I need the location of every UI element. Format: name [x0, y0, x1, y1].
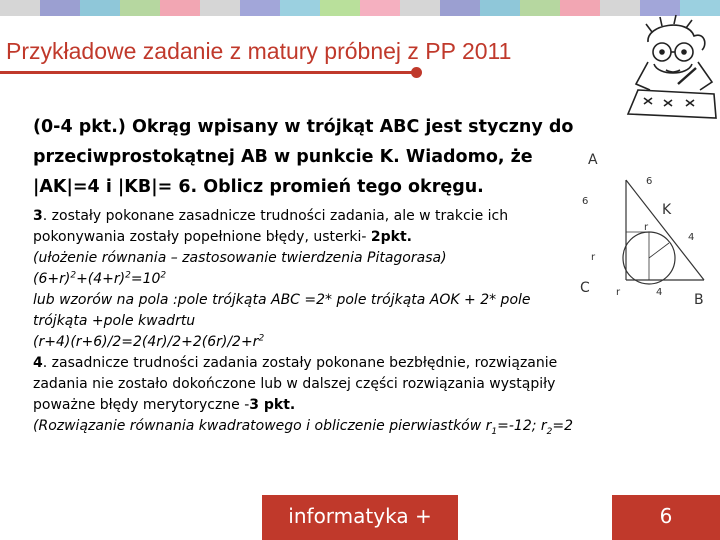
top-bar-segment [520, 0, 560, 16]
slide-title: Przykładowe zadanie z matury próbnej z PP 2011 [6, 38, 512, 64]
radius-r-label: r [644, 222, 649, 233]
vertex-c-label: C [580, 280, 590, 296]
left-r-label: r [591, 252, 596, 263]
top-bar-segment [320, 0, 360, 16]
top-bar-segment [560, 0, 600, 16]
top-bar-segment [360, 0, 400, 16]
problem-statement [33, 112, 593, 202]
student-cartoon-icon [618, 14, 720, 124]
radius-to-k [649, 243, 669, 258]
hyp-4-label: 4 [688, 232, 695, 243]
point-k-label: K [662, 202, 672, 218]
bottom-r-label: r [616, 287, 621, 298]
top-bar-segment [480, 0, 520, 16]
title-underline [0, 71, 416, 74]
top-bar-segment [0, 0, 40, 16]
criterion-3-points: 2pkt. [370, 229, 412, 245]
criterion-3-note: (ułożenie równania – zastosowanie twierdzenia Pitagorasa) [33, 250, 447, 266]
criterion-4-note: (Rozwiązanie równania kwadratowego i obliczenie pierwiastków $r_1=-12$; $r_2=2$ [33, 418, 574, 437]
hypotenuse-ab [626, 180, 704, 280]
top-bar-segment [240, 0, 280, 16]
hyp-6-label: 6 [646, 176, 653, 187]
triangle-diagram [574, 140, 714, 310]
problem-line-2: przeciwprostokątnej AB w punkcie K. Wiadomo, że [33, 147, 533, 167]
criterion-4-line-1: 4. zasadnicze trudności zadania zostały pokonane bezbłędnie, rozwiązanie [33, 355, 558, 371]
criterion-4-points: 3 pkt. [249, 397, 296, 413]
alternative-line-2: trójkąta +pole kwadrtu [33, 313, 196, 329]
footer-course-label: informatyka + [262, 495, 458, 540]
equation-areas: $(r+4)(r+6)/2=2(4r)/2+2(6r)/2+r^2$ [33, 333, 265, 350]
criterion-3-line-2: pokonywania zostały popełnione błędy, usterki- 2pkt. [33, 229, 412, 245]
top-bar-segment [400, 0, 440, 16]
top-bar-segment [200, 0, 240, 16]
page-number: 6 [612, 495, 720, 540]
bottom-4-label: 4 [656, 287, 663, 298]
top-bar-segment [160, 0, 200, 16]
problem-line-1: (0-4 pkt.) Okrąg wpisany w trójkąt ABC jest styczny do [33, 117, 574, 137]
top-bar-segment [440, 0, 480, 16]
criterion-4-line-3: poważne błędy merytoryczne -3 pkt. [33, 397, 296, 413]
vertex-b-label: B [694, 292, 704, 308]
alternative-line-1: lub wzorów na pola :pole trójkąta ABC =2* pole trójkąta AOK + 2* pole [33, 292, 531, 308]
top-bar-segment [120, 0, 160, 16]
problem-line-3: |AK|=4 i |KB|= 6. Oblicz promień tego okręgu. [33, 177, 484, 197]
equation-pythagoras: $(6+r)^2+(4+r)^2=10^2$ [33, 270, 167, 287]
criterion-4-line-2: zadania nie zostało dokończone lub w dalszej części rozwiązania wystąpiły [33, 376, 556, 392]
top-bar-segment [80, 0, 120, 16]
top-bar-segment [280, 0, 320, 16]
top-bar-segment [40, 0, 80, 16]
side-left-6-label: 6 [582, 196, 589, 207]
criterion-3-line-1: 3. zostały pokonane zasadnicze trudności zadania, ale w trakcie ich [33, 208, 509, 224]
title-underline-dot [411, 67, 422, 78]
vertex-a-label: A [588, 152, 598, 168]
top-color-bar [0, 0, 720, 16]
